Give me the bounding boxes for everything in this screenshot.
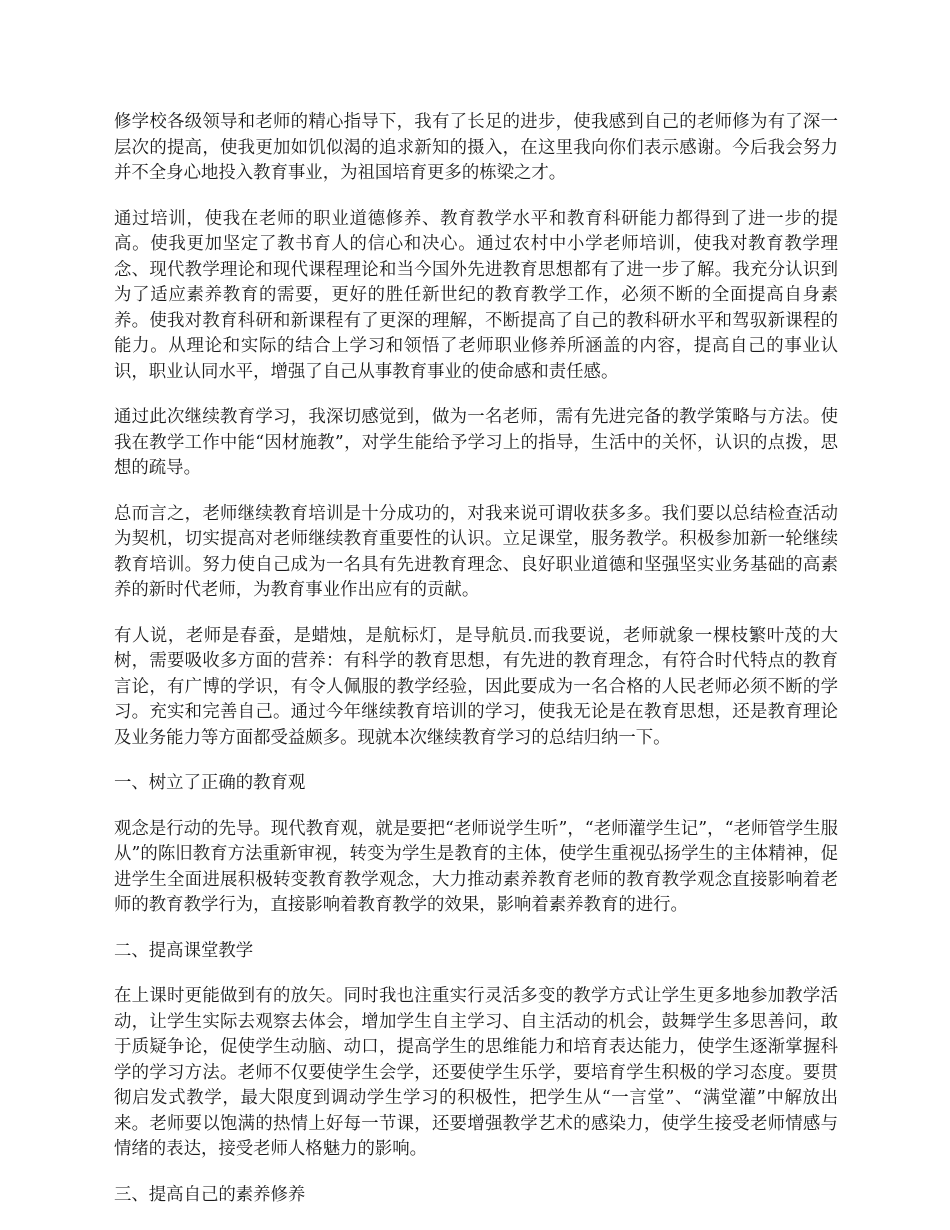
section-heading-classroom: 二、提高课堂教学 [114,940,254,961]
section-heading-self-improvement: 三、提高自己的素养修养 [114,1184,306,1205]
paragraph-intro: 修学校各级领导和老师的精心指导下，我有了长足的进步，使我感到自己的老师修为有了深一层次的提高，使我更加如饥似渴的追求新知的摄入，在这里我向你们表示感谢。今后我会努力并不全身心地投入教育事业，为祖国培育更多的栋梁之才。 [114,112,838,183]
paragraph-education-view: 观念是行动的先导。现代教育观，就是要把“老师说学生听”，“老师灌学生记”，“老师管学生服从”的陈旧教育方法重新审视，转变为学生是教育的主体，使学生重视弘扬学生的主体精神，促进学生全面进展积极转变教育教学观念，大力推动素养教育老师的教育教学观念直接影响着老师的教育教学行为，直接影响着教育教学的效果，影响着素养教育的进行。 [114,818,838,915]
paragraph-teacher-metaphor: 有人说，老师是春蚕，是蜡烛，是航标灯，是导航员.而我要说，老师就象一棵枝繁叶茂的大树，需要吸收多方面的营养：有科学的教育思想，有先进的教育理念，有符合时代特点的教育言论，有广博的学识，有令人佩服的教学经验，因此要成为一名合格的人民老师必须不断的学习。充实和完善自己。通过今年继续教育培训的学习，使我无论是在教育思想，还是教育理论及业务能力等方面都受益颇多。现就本次继续教育学习的总结归纳一下。 [114,625,838,748]
document-page [114,110,838,1228]
paragraph-classroom: 在上课时更能做到有的放矢。同时我也注重实行灵活多变的教学方式让学生更多地参加教学活动，让学生实际去观察去体会，增加学生自主学习、自主活动的机会，鼓舞学生多思善问，敢于质疑争论，促使学生动脑、动口，提高学生的思维能力和培育表达能力，使学生逐渐掌握科学的学习方法。老师不仅要使学生会学，还要使学生乐学，要培育学生积极的学习态度。要贯彻启发式教学，最大限度到调动学生学习的积极性，把学生从“一言堂”、“满堂灌”中解放出来。老师要以饱满的热情上好每一节课，还要增强教学艺术的感染力，使学生接受老师情感与情绪的表达，接受老师人格魅力的影响。 [114,986,838,1159]
paragraph-summary: 总而言之，老师继续教育培训是十分成功的，对我来说可谓收获多多。我们要以总结检查活动为契机，切实提高对老师继续教育重要性的认识。立足课堂，服务教学。积极参加新一轮继续教育培训。努力使自己成为一名具有先进教育理念、良好职业道德和坚强坚实业务基础的高素养的新时代老师，为教育事业作出应有的贡献。 [114,503,838,600]
section-heading-education-view: 一、树立了正确的教育观 [114,773,306,793]
paragraph-teaching-strategy: 通过此次继续教育学习，我深切感觉到，做为一名老师，需有先进完备的教学策略与方法。使我在教学工作中能“因材施教”，对学生能给予学习上的指导，生活中的关怀，认识的点拨，思想的疏导。 [114,407,838,478]
paragraph-training-results: 通过培训，使我在老师的职业道德修养、教育教学水平和教育科研能力都得到了进一步的提高。使我更加坚定了教书育人的信心和决心。通过农村中小学老师培训，使我对教育教学理念、现代教学理论和现代课程理论和当今国外先进教育思想都有了进一步了解。我充分认识到为了适应素养教育的需要，更好的胜任新世纪的教育教学工作，必须不断的全面提高自身素养。使我对教育科研和新课程有了更深的理解，不断提高了自己的教科研水平和驾驭新课程的能力。从理论和实际的结合上学习和领悟了老师职业修养所涵盖的内容，提高自己的事业认识，职业认同水平，增强了自己从事教育事业的使命感和责任感。 [114,208,838,382]
